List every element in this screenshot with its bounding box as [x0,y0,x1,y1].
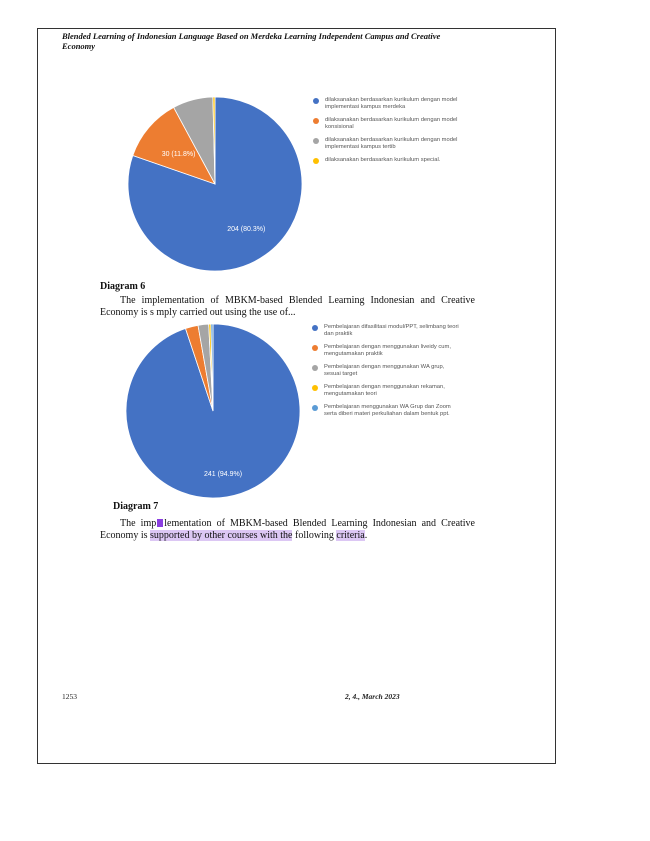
pie1-legend-item-2 [313,137,463,151]
pie1-legend-label-3: dilaksanakan berdasarkan kurikulum special. [325,157,441,163]
legend-diagram-7 [312,324,462,424]
pie1-legend-item-1 [313,117,463,131]
paragraph-1: The implementation of MBKM-based Blended Learning Indonesian and Creative Economy is s mply carried out using the use of... [100,295,475,318]
pie1-data-label-1: 30 (11.8%) [161,150,196,158]
highlighted-text-2[interactable]: criteria [336,529,365,541]
pie2-legend-label-0: Pembelajaran difasilitasi modul/PPT, selimbang teori dan praktik [324,324,459,337]
paragraph-2 [100,518,475,541]
page-number: 1253 [62,692,77,701]
pie2-legend-swatch-1 [312,345,318,351]
issue-info: 2, 4., March 2023 [345,692,400,701]
caption-diagram-7: Diagram 7 [113,501,159,512]
pie1-legend-label-1: dilaksanakan berdasarkan kurikulum dengan model konsisional [325,117,458,130]
pie-chart-diagram-7 [126,324,300,498]
pie1-legend-item-0 [313,97,463,111]
paragraph-2-end: . [364,529,368,541]
highlighted-text-1[interactable]: supported by other courses with the [150,529,293,541]
pie1-legend-swatch-0 [313,98,319,104]
legend-diagram-6 [313,97,463,170]
pie1-legend-swatch-1 [313,118,319,124]
pie1-legend-swatch-2 [313,138,319,144]
pie2-legend-label-4: Pembelajaran menggunakan WA Grup dan Zoom serta diberi materi perkuliahan dalam bentuk ppt. [324,404,451,417]
pie2-legend-swatch-4 [312,405,318,411]
pie2-legend-item-3 [312,384,462,398]
pie2-legend-swatch-0 [312,325,318,331]
pie2-legend-label-1: Pembelajaran dengan menggunakan liveidy cum, mengutamakan praktik [324,344,451,357]
paragraph-2-text-mid: following [292,529,337,541]
running-header-title: Blended Learning of Indonesian Language Based on Merdeka Learning Independent Campus and Creative Economy [62,31,441,51]
pie2-data-label-0: 241 (94.9%) [203,470,243,478]
pie1-legend-label-2: dilaksanakan berdasarkan kurikulum dengan model implementasi kampus tertib [325,137,458,150]
pie2-legend-swatch-2 [312,365,318,371]
pie2-legend-item-1 [312,344,462,358]
pie1-legend-swatch-3 [313,158,319,164]
pie1-data-label-0: 204 (80.3%) [227,225,266,233]
pie2-legend-item-4 [312,404,462,418]
paragraph-2-text: lementation of MBKM-based Blended Learning Indonesian and Creative Economy is [100,518,475,541]
pie2-legend-item-0 [312,324,462,338]
pie-chart-diagram-6 [128,97,302,271]
pie1-legend-label-0: dilaksanakan berdasarkan kurikulum dengan model implementasi kampus merdeka [325,97,458,110]
text-cursor-marker [157,519,163,527]
pie2-legend-item-2 [312,364,462,378]
paragraph-2-start: The imp [120,518,157,529]
pie2-legend-swatch-3 [312,385,318,391]
pie2-legend-label-3: Pembelajaran dengan menggunakan rekaman, mengutamakan teori [324,384,445,397]
pie2-legend-label-2: Pembelajaran dengan menggunakan WA grup, sesuai target [324,364,445,377]
caption-diagram-6: Diagram 6 [100,281,146,292]
pie1-legend-item-3 [313,157,463,164]
